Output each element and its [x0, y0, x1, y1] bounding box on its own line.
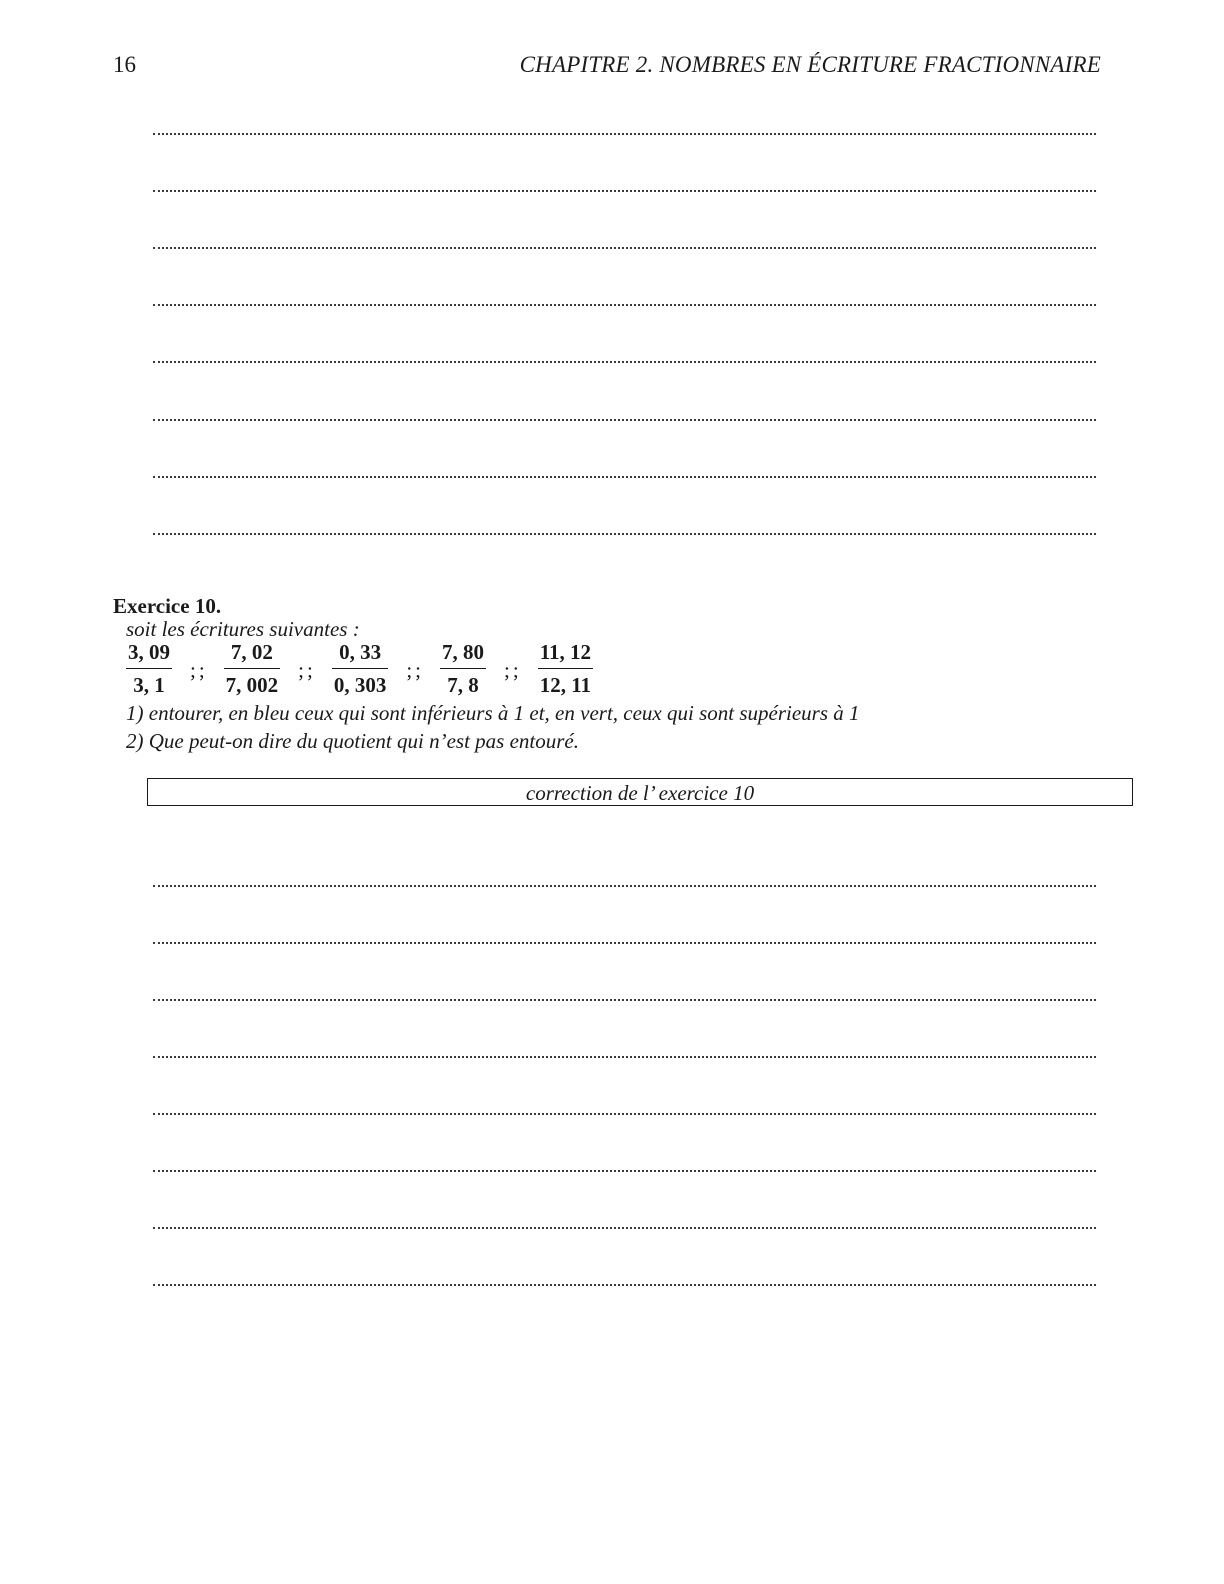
question-1: 1) entourer, en bleu ceux qui sont inférieurs à 1 et, en vert, ceux qui sont supérieurs à 1	[126, 701, 860, 725]
fraction-denominator: 7, 002	[225, 673, 279, 697]
fraction	[538, 640, 593, 697]
answer-dotted-line	[153, 533, 1096, 535]
correction-dotted-line	[153, 1227, 1096, 1229]
correction-dotted-line	[153, 1284, 1096, 1286]
fraction-denominator: 12, 11	[539, 673, 592, 697]
question-2: 2) Que peut-on dire du quotient qui n’est pas entouré.	[126, 729, 579, 753]
correction-header-box: correction de l’ exercice 10	[147, 778, 1133, 806]
answer-dotted-line	[153, 247, 1096, 249]
answer-dotted-line	[153, 133, 1096, 135]
correction-dotted-line	[153, 885, 1096, 887]
fraction	[440, 640, 486, 697]
correction-dotted-line	[153, 999, 1096, 1001]
page-number: 16	[113, 52, 136, 77]
correction-dotted-line	[153, 1170, 1096, 1172]
fraction-numerator: 0, 33	[339, 640, 382, 664]
chapter-header: CHAPITRE 2. NOMBRES EN ÉCRITURE FRACTIONNAIRE	[519, 52, 1101, 77]
correction-dotted-line	[153, 1113, 1096, 1115]
fraction-separator: ;;	[190, 658, 208, 682]
exercise-intro: soit les écritures suivantes :	[126, 617, 360, 641]
correction-dotted-line	[153, 1056, 1096, 1058]
fractions-row	[126, 640, 593, 702]
answer-dotted-line	[153, 476, 1096, 478]
answer-dotted-line	[153, 190, 1096, 192]
answer-dotted-line	[153, 304, 1096, 306]
fraction	[332, 640, 389, 697]
fraction-denominator: 7, 8	[447, 673, 479, 697]
fraction	[126, 640, 172, 697]
fraction-numerator: 11, 12	[539, 640, 592, 664]
fraction-separator: ;;	[298, 658, 316, 682]
fraction-separator: ;;	[504, 658, 522, 682]
fraction-separator: ;;	[406, 658, 425, 682]
answer-dotted-line	[153, 361, 1096, 363]
fraction-numerator: 7, 02	[230, 640, 273, 664]
fraction-denominator: 0, 303	[333, 673, 387, 697]
fraction-denominator: 3, 1	[133, 673, 165, 697]
fraction-numerator: 7, 80	[442, 640, 485, 664]
answer-dotted-line	[153, 419, 1096, 421]
fraction	[224, 640, 281, 697]
exercise-title: Exercice 10.	[113, 594, 222, 618]
fraction-numerator: 3, 09	[128, 640, 170, 664]
correction-dotted-line	[153, 942, 1096, 944]
